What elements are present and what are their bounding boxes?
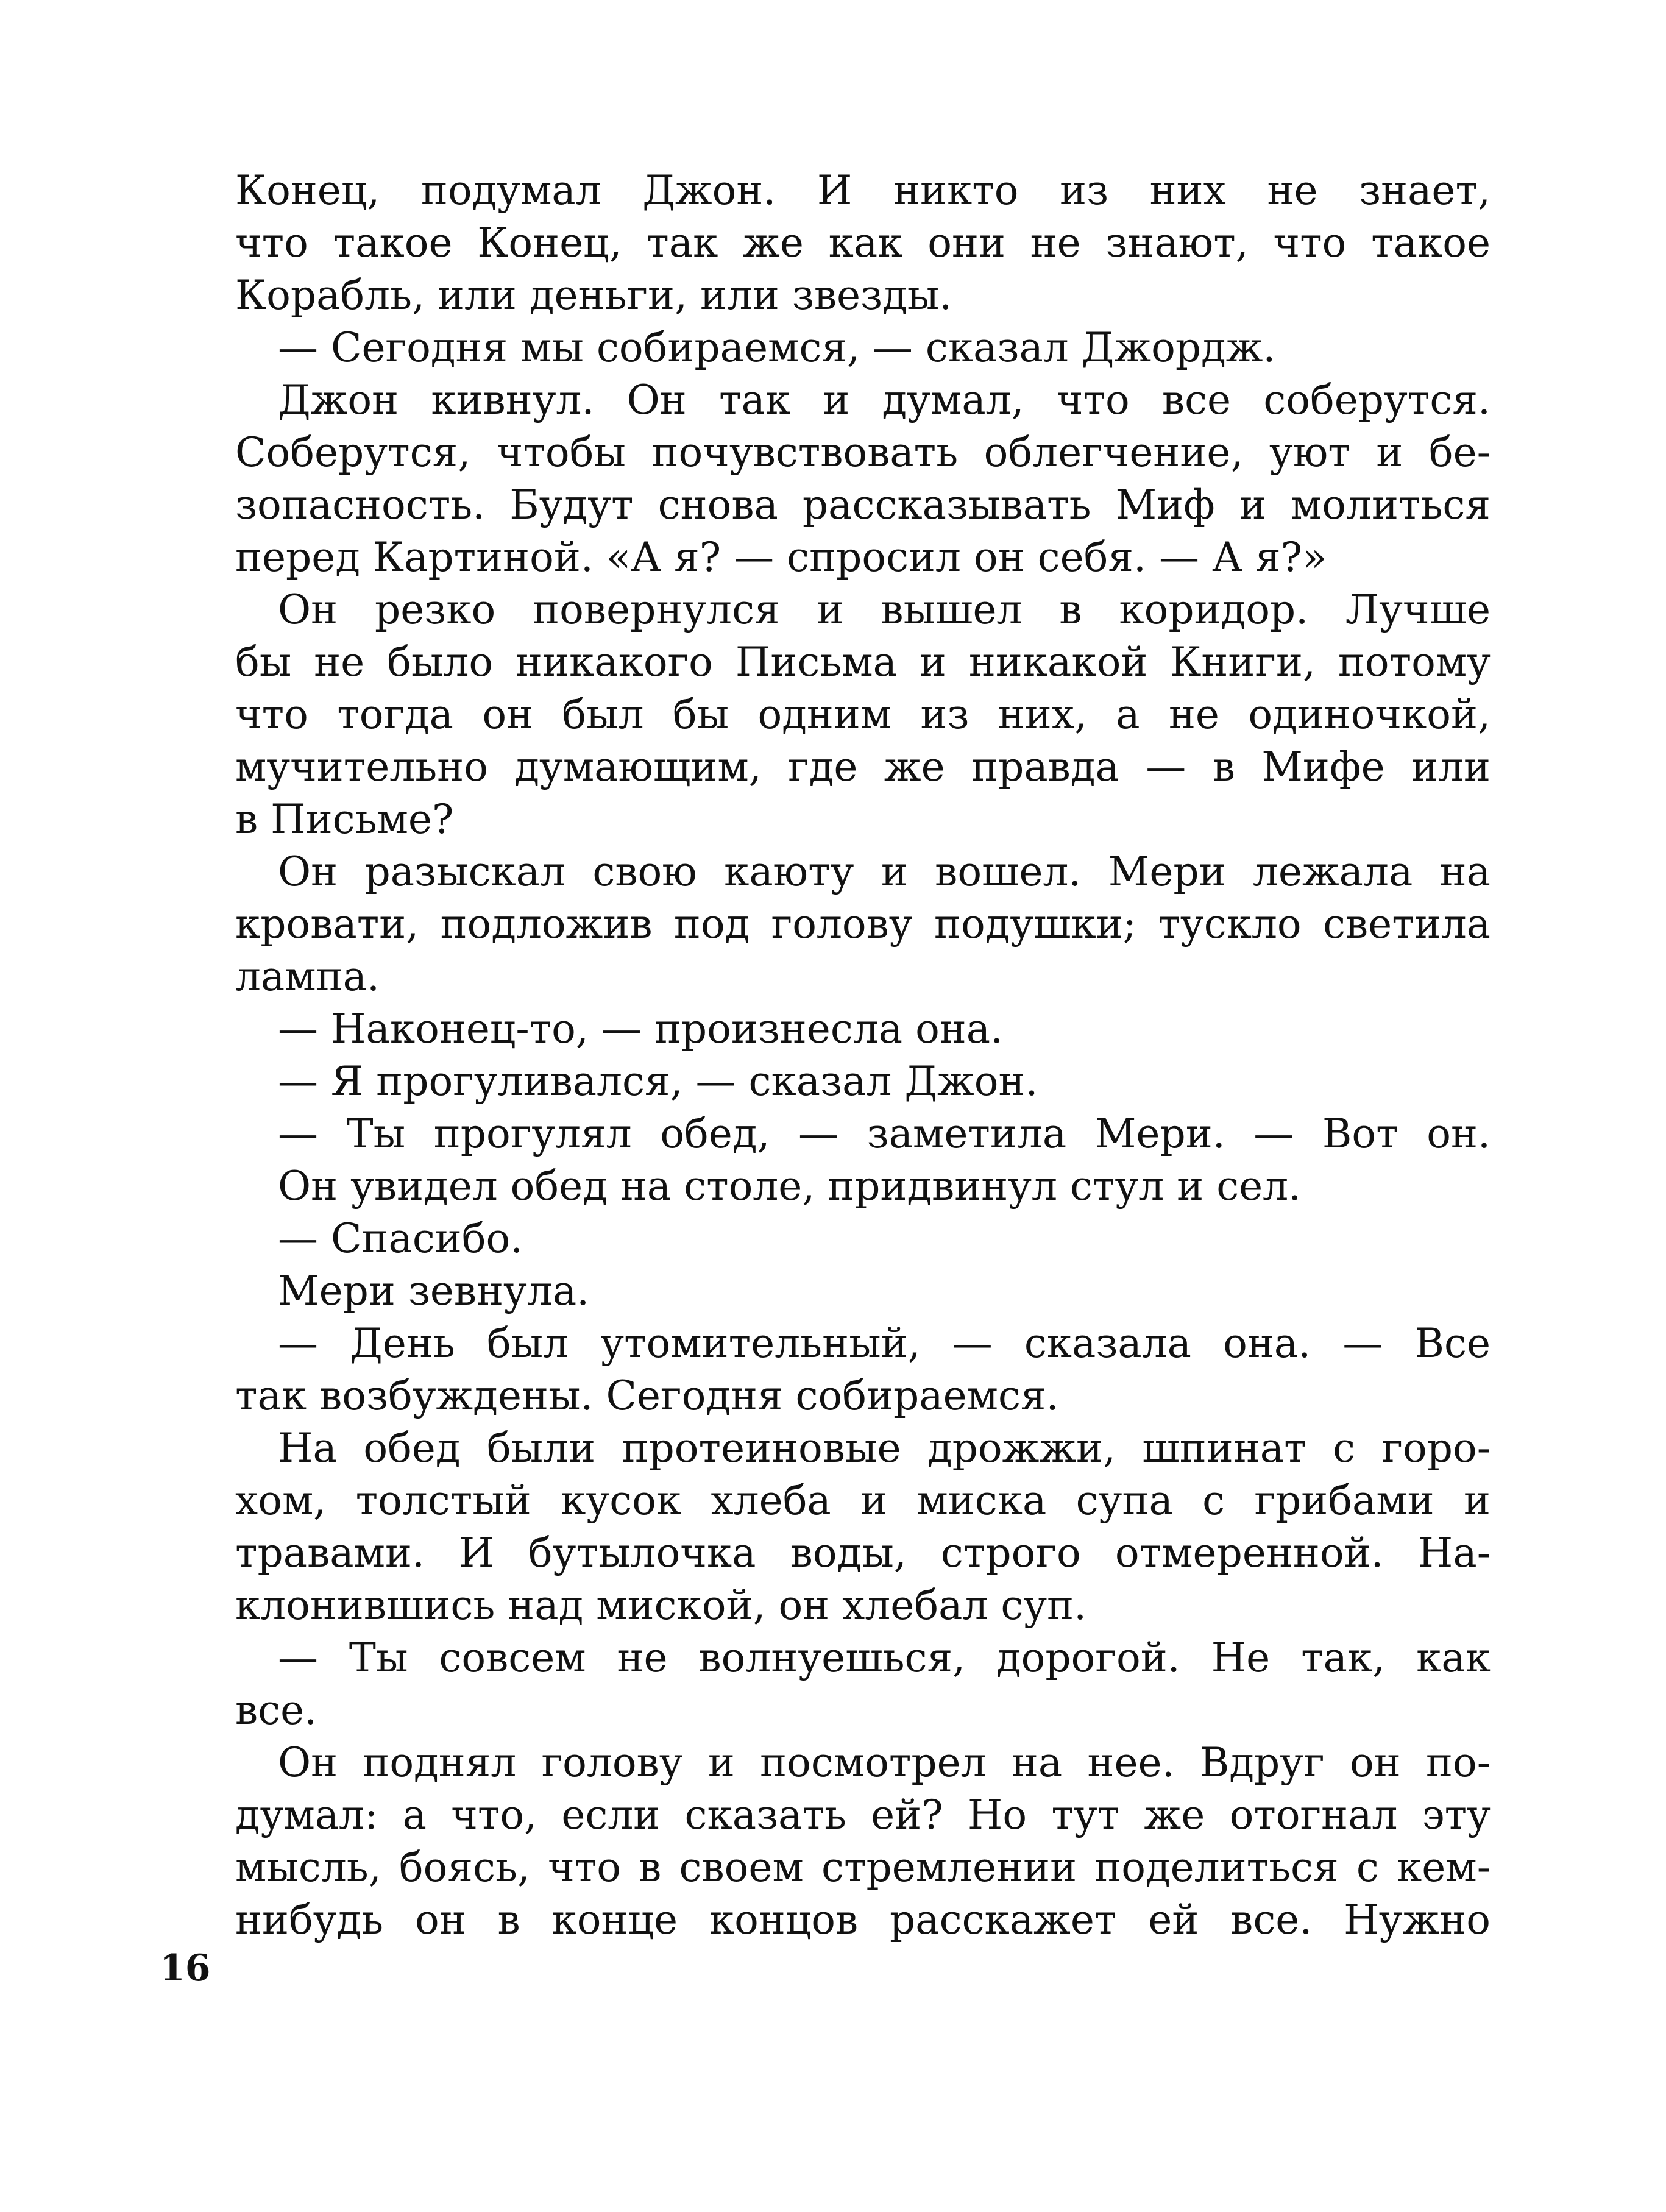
text-line <box>235 793 1491 846</box>
text-line <box>235 322 1491 374</box>
text-line-content: клонившись над миской, он хлебал суп. <box>235 1582 1087 1629</box>
text-line <box>235 217 1491 269</box>
text-line-content: Соберутся, чтобы почувствовать облегчение, уют и бе- <box>235 429 1491 476</box>
text-line-content: нибудь он в конце концов расскажет ей все. Нужно <box>235 1896 1491 1943</box>
text-line <box>235 584 1491 636</box>
text-line-content: кровати, подложив под голову подушки; тускло светила <box>235 901 1491 948</box>
text-line <box>235 898 1491 951</box>
text-line <box>235 1317 1491 1370</box>
text-line-content: Он резко повернулся и вышел в коридор. Лучше <box>278 586 1491 633</box>
text-line <box>235 689 1491 741</box>
text-line-content: зопасность. Будут снова рассказывать Миф и молиться <box>235 481 1491 528</box>
text-line <box>235 1789 1491 1842</box>
text-line-content: — День был утомительный, — сказала она. — Все <box>278 1320 1491 1367</box>
text-line-content: травами. И бутылочка воды, строго отмеренной. На- <box>235 1530 1491 1576</box>
text-line-content: все. <box>235 1687 317 1734</box>
text-line <box>235 1370 1491 1422</box>
text-line-content: в Письме? <box>235 796 454 843</box>
text-line-content: Джон кивнул. Он так и думал, что все соберутся. <box>278 377 1491 424</box>
text-line <box>235 1842 1491 1894</box>
text-line-content: На обед были протеиновые дрожжи, шпинат с горо- <box>278 1425 1491 1472</box>
text-line-content: лампа. <box>235 953 380 1000</box>
text-line-content: думал: а что, если сказать ей? Но тут же отогнал эту <box>235 1792 1491 1838</box>
text-line <box>235 1894 1491 1946</box>
text-line-content: — Ты совсем не волнуешься, дорогой. Не так, как <box>278 1634 1491 1681</box>
text-line-content: что тогда он был бы одним из них, а не одиночкой, <box>235 691 1491 738</box>
text-line <box>235 951 1491 1003</box>
text-line-content: — Я прогуливался, — сказал Джон. <box>278 1058 1038 1105</box>
text-line <box>235 479 1491 531</box>
text-line <box>235 1684 1491 1737</box>
text-line-content: — Ты прогулял обед, — заметила Мери. — Вот он. <box>278 1110 1491 1157</box>
text-line <box>235 1265 1491 1317</box>
text-line-content: Он увидел обед на столе, придвинул стул и сел. <box>278 1163 1302 1210</box>
text-line-content: — Спасибо. <box>278 1215 523 1262</box>
page-number: 16 <box>160 1947 211 1990</box>
text-line-content: бы не было никакого Письма и никакой Книги, потому <box>235 639 1491 686</box>
text-line-content: мысль, боясь, что в своем стремлении поделиться с кем- <box>235 1844 1491 1891</box>
text-line <box>235 1579 1491 1632</box>
text-line <box>235 1527 1491 1579</box>
text-line-content: Корабль, или деньги, или звезды. <box>235 272 952 319</box>
text-line <box>235 1213 1491 1265</box>
text-line <box>235 1475 1491 1527</box>
body-text <box>235 165 1491 1946</box>
text-line <box>235 741 1491 793</box>
text-line <box>235 1003 1491 1055</box>
text-line-content: Он разыскал свою каюту и вошел. Мери лежала на <box>278 848 1491 895</box>
text-line <box>235 1632 1491 1684</box>
text-line <box>235 1160 1491 1213</box>
text-line-content: так возбуждены. Сегодня собираемся. <box>235 1372 1059 1419</box>
text-line <box>235 374 1491 427</box>
text-line-content: — Наконец-то, — произнесла она. <box>278 1005 1004 1052</box>
text-line-content: мучительно думающим, где же правда — в Мифе или <box>235 743 1491 790</box>
text-line <box>235 269 1491 322</box>
text-line-content: хом, толстый кусок хлеба и миска супа с грибами и <box>235 1477 1491 1524</box>
text-line <box>235 846 1491 898</box>
text-line-content: Он поднял голову и посмотрел на нее. Вдруг он по- <box>278 1739 1491 1786</box>
text-line <box>235 1737 1491 1789</box>
text-line-content: перед Картиной. «А я? — спросил он себя. — А я?» <box>235 534 1327 581</box>
text-line-content: — Сегодня мы собираемся, — сказал Джордж. <box>278 324 1276 371</box>
text-line <box>235 165 1491 217</box>
text-line <box>235 1108 1491 1160</box>
text-line-content: Мери зевнула. <box>278 1267 590 1314</box>
text-line <box>235 1422 1491 1475</box>
text-line <box>235 531 1491 584</box>
text-line <box>235 1055 1491 1108</box>
text-line-content: Конец, подумал Джон. И никто из них не знает, <box>235 167 1491 214</box>
text-line <box>235 427 1491 479</box>
text-line <box>235 636 1491 689</box>
text-line-content: что такое Конец, так же как они не знают, что такое <box>235 219 1491 266</box>
